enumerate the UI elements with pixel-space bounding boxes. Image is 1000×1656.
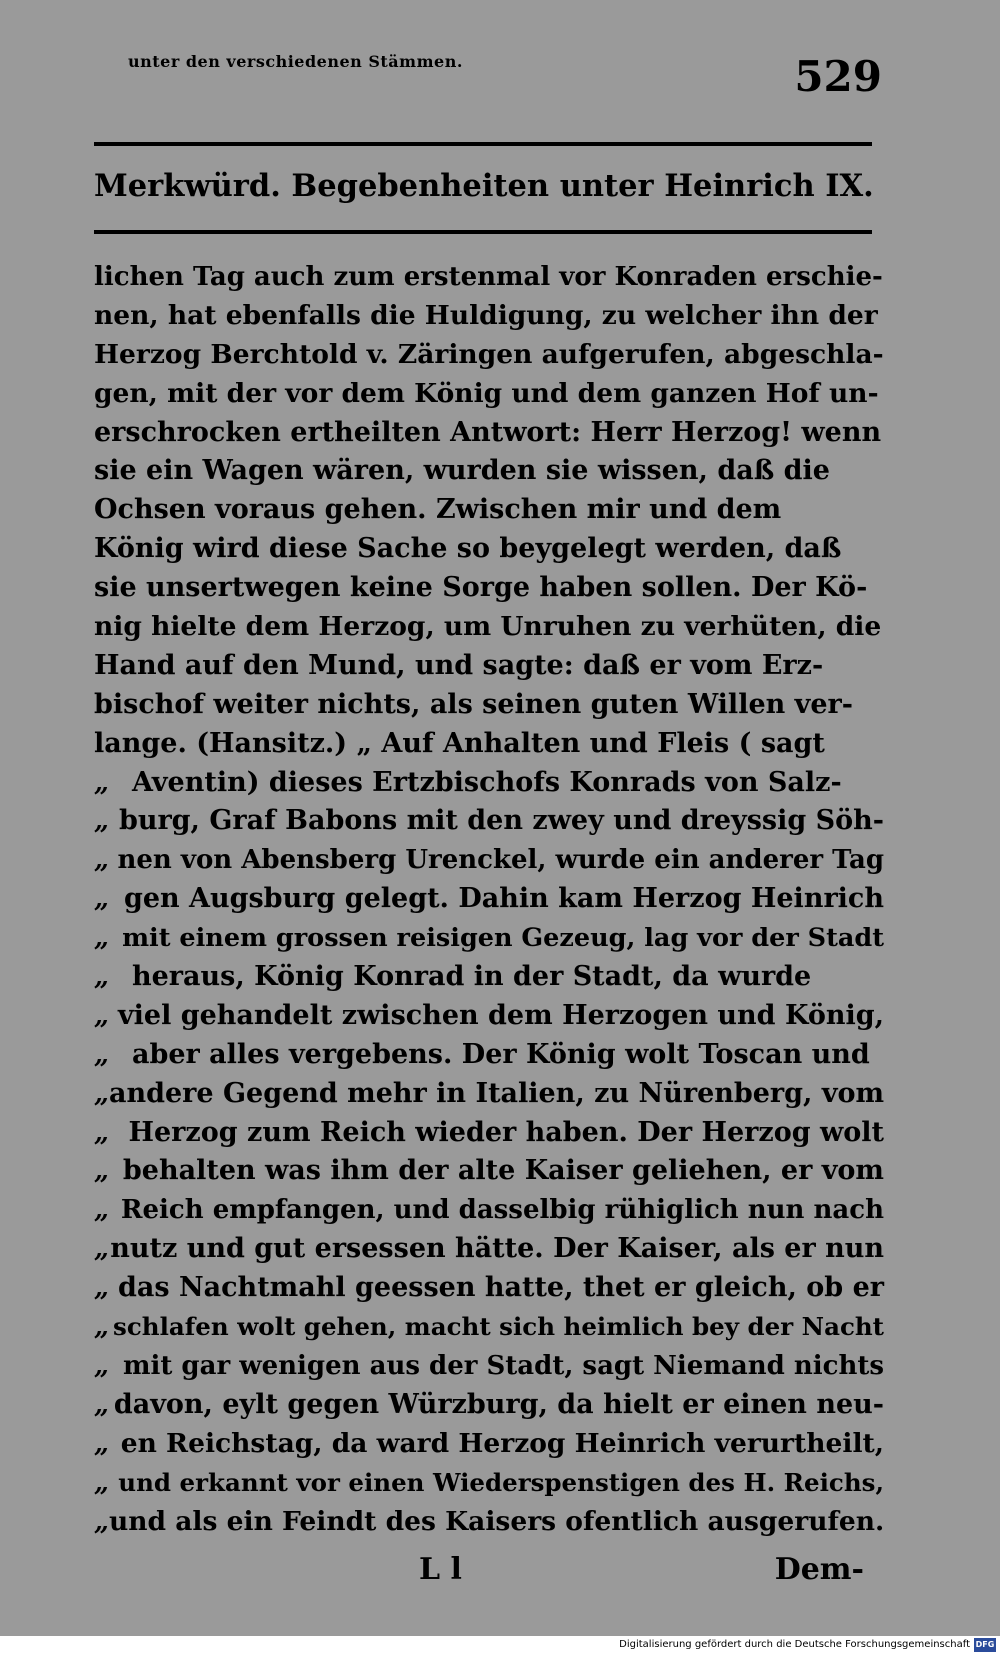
line-text: burg, Graf Babons mit den zwey und dreyssig Söh-	[118, 805, 884, 837]
line-text: davon, eylt gegen Würzburg, da hielt er einen neu-	[113, 1388, 884, 1420]
dfg-logo: DFG	[974, 1638, 996, 1652]
text-line	[94, 1464, 884, 1503]
text-line	[94, 530, 884, 569]
text-line	[94, 297, 884, 336]
text-line	[94, 1503, 884, 1542]
line-text: das Nachtmahl geessen hatte, thet er gleich, ob er	[117, 1272, 884, 1304]
line-text: aber alles vergebens. Der König wolt Toscan und	[132, 1038, 870, 1070]
text-line	[94, 1425, 884, 1464]
quote-mark: „	[94, 923, 109, 954]
line-text: nen von Abensberg Urenckel, wurde ein anderer Tag	[117, 845, 884, 876]
line-text: und erkannt vor einen Wiederspenstigen des H. Reichs,	[118, 1467, 884, 1497]
text-line	[94, 880, 884, 919]
line-text: König wird diese Sache so beygelegt werden, daß	[94, 533, 842, 565]
line-text: erschrocken ertheilten Antwort: Herr Herzog! wenn	[94, 416, 882, 448]
line-text: Hand auf den Mund, und sagte: daß er vom Erz-	[94, 649, 824, 681]
text-line	[94, 1269, 884, 1308]
line-text: schlafen wolt gehen, macht sich heimlich bey der Nacht	[113, 1312, 884, 1342]
quote-mark: „	[94, 884, 109, 915]
line-text: bischof weiter nichts, als seinen guten Willen ver-	[94, 688, 853, 720]
line-text: gen Augsburg gelegt. Dahin kam Herzog Heinrich	[123, 883, 884, 915]
quote-mark: „	[94, 1273, 109, 1304]
text-line	[94, 802, 884, 841]
line-text: Aventin) dieses Ertzbischofs Konrads von Salz-	[132, 766, 842, 798]
line-text: und als ein Feindt des Kaisers ofentlich ausgerufen.	[108, 1505, 885, 1537]
text-line	[94, 841, 884, 880]
line-text: Herzog Berchtold v. Zäringen aufgerufen, abgeschla-	[94, 338, 884, 370]
title-rule	[94, 230, 872, 234]
quote-mark: „	[94, 1506, 109, 1537]
text-line	[94, 491, 884, 530]
text-line	[94, 1308, 884, 1347]
digitization-credit: Digitalisierung gefördert durch die Deutsche Forschungsgemeinschaft	[619, 1639, 970, 1650]
text-line	[94, 258, 884, 297]
text-line	[94, 375, 884, 414]
line-text: heraus, König Konrad in der Stadt, da wurde	[132, 961, 812, 993]
signature-mark: L l	[419, 1552, 462, 1587]
running-head: unter den verschiedenen Stämmen.	[128, 52, 463, 71]
line-text: nutz und gut ersessen hätte. Der Kaiser, als er nun	[110, 1233, 884, 1265]
text-line	[94, 919, 884, 958]
quote-mark: „	[94, 1428, 109, 1459]
quote-mark: „	[94, 1467, 109, 1498]
line-text: Reich empfangen, und dasselbig rühiglich nun nach	[120, 1195, 884, 1226]
text-line	[94, 452, 884, 491]
line-text: mit gar wenigen aus der Stadt, sagt Niemand nichts	[122, 1350, 884, 1381]
quote-mark: „	[94, 767, 109, 798]
quote-mark: „	[94, 1389, 109, 1420]
quote-mark: „	[94, 962, 109, 993]
section-title: Merkwürd. Begebenheiten unter Heinrich IX.	[94, 168, 874, 204]
quote-mark: „	[94, 1000, 109, 1031]
line-text: behalten was ihm der alte Kaiser geliehen, er vom	[122, 1155, 884, 1187]
text-line	[94, 336, 884, 375]
line-text: Herzog zum Reich wieder haben. Der Herzog wolt	[128, 1116, 884, 1148]
text-line	[94, 1230, 884, 1269]
page-number: 529	[794, 52, 882, 101]
quote-mark: „	[94, 1234, 109, 1265]
quote-mark: „	[94, 1312, 109, 1343]
text-line	[94, 958, 884, 997]
line-text: nig hielte dem Herzog, um Unruhen zu verhüten, die	[94, 611, 882, 643]
header-rule	[94, 142, 872, 146]
text-line	[94, 1347, 884, 1386]
text-line	[94, 647, 884, 686]
catchword: Dem-	[774, 1552, 864, 1587]
text-line	[94, 1114, 884, 1153]
quote-mark: „	[94, 1350, 109, 1381]
text-line	[94, 997, 884, 1036]
text-line	[94, 764, 884, 803]
text-line	[94, 608, 884, 647]
text-line	[94, 725, 884, 764]
quote-mark: „	[94, 1078, 109, 1109]
line-text: lichen Tag auch zum erstenmal vor Konraden erschie-	[94, 262, 883, 292]
quote-mark: „	[94, 806, 109, 837]
line-text: en Reichstag, da ward Herzog Heinrich verurtheilt,	[120, 1427, 884, 1459]
quote-mark: „	[94, 1039, 109, 1070]
line-text: Ochsen voraus gehen. Zwischen mir und dem	[94, 494, 782, 526]
digitization-footer	[0, 1636, 1000, 1656]
quote-mark: „	[94, 1117, 109, 1148]
text-line	[94, 686, 884, 725]
line-text: lange. (Hansitz.) „ Auf Anhalten und Fleis ( sagt	[94, 727, 825, 759]
text-line	[94, 1386, 884, 1425]
text-line	[94, 414, 884, 453]
line-text: viel gehandelt zwischen dem Herzogen und König,	[117, 999, 884, 1031]
line-text: sie ein Wagen wären, wurden sie wissen, daß die	[94, 455, 830, 487]
text-line	[94, 1152, 884, 1191]
page-footer	[94, 1552, 884, 1592]
text-line	[94, 569, 884, 608]
text-line	[94, 1075, 884, 1114]
line-text: sie unsertwegen keine Sorge haben sollen. Der Kö-	[94, 572, 868, 604]
quote-mark: „	[94, 845, 109, 876]
body-text	[94, 258, 884, 1541]
line-text: mit einem grossen reisigen Gezeug, lag vor der Stadt	[122, 923, 884, 954]
quote-mark: „	[94, 1195, 109, 1226]
line-text: andere Gegend mehr in Italien, zu Nürenberg, vom	[108, 1077, 885, 1109]
line-text: gen, mit der vor dem König und dem ganzen Hof un-	[94, 377, 879, 409]
text-line	[94, 1036, 884, 1075]
quote-mark: „	[94, 1156, 109, 1187]
text-line	[94, 1191, 884, 1230]
line-text: nen, hat ebenfalls die Huldigung, zu welcher ihn der	[94, 299, 878, 331]
